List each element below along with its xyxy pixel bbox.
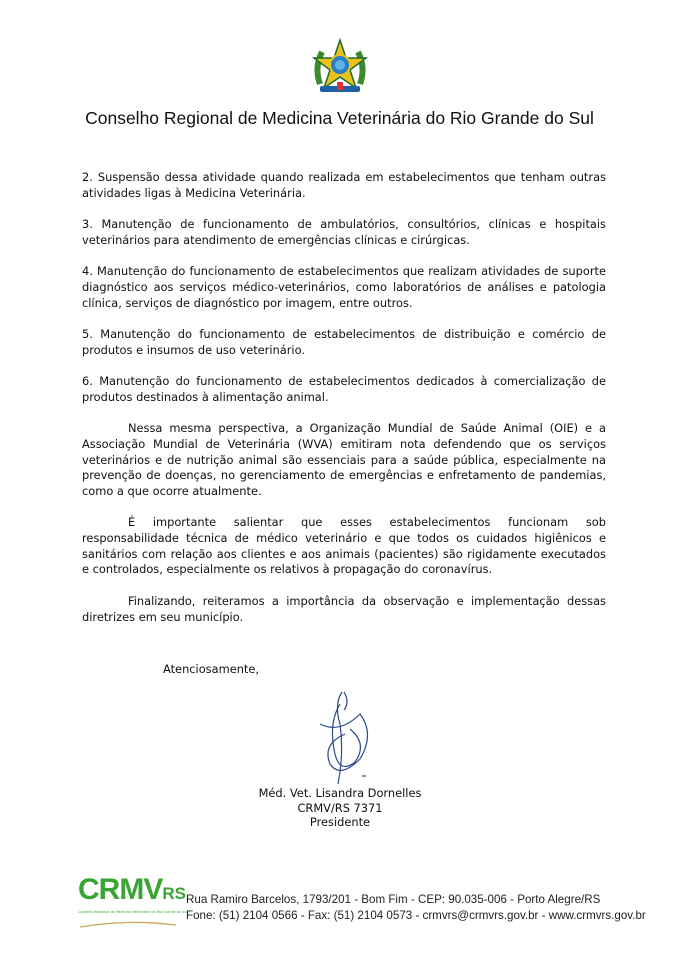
closing-salutation: Atenciosamente, [163, 662, 260, 676]
paragraph-responsibility: É importante salientar que esses estabelecimentos funcionam sob responsabilidade técnica de médico veterinário e que todos os cuidados higiênicos e sanitários com relação aos clientes e aos animais (pacientes) são rigidamente executados e controlados, especialmente os relativos à propagação do coronavírus. [82, 515, 606, 577]
footer-address: Rua Ramiro Barcelos, 1793/201 - Bom Fim - CEP: 90.035-006 - Porto Alegre/RS [186, 893, 601, 906]
logo-swoosh-icon [78, 921, 178, 929]
letter-body [82, 170, 606, 641]
logo-wordmark [78, 873, 186, 909]
signer-registration: CRMV/RS 7371 [297, 800, 383, 815]
signer-name: Méd. Vet. Lisandra Dornelles [258, 786, 422, 800]
signer-block [240, 786, 440, 830]
item-6: 6. Manutenção do funcionamento de estabelecimentos dedicados à comercialização de produtos destinados à alimentação animal. [82, 374, 606, 404]
brazil-coat-of-arms-icon [310, 38, 370, 96]
item-4: 4. Manutenção do funcionamento de estabelecimentos que realizam atividades de suporte diagnóstico aos serviços médico-veterinários, como laboratórios de análises e patologia clínica, serviços de diagnóstico por imagem, entre outros. [82, 264, 606, 310]
paragraph-oie-wva: Nessa mesma perspectiva, a Organização Mundial de Saúde Animal (OIE) e a Associação Mundial de Veterinária (WVA) emitiram nota defendendo que os serviços veterinários e de nutrição animal são essenciais para a saúde pública, especialmente na prevenção de doenças, no gerenciamento de emergências e enfretamento de pandemias, como a que ocorre atualmente. [82, 421, 606, 498]
organization-title: Conselho Regional de Medicina Veterinária do Rio Grande do Sul [85, 108, 594, 128]
item-2: 2. Suspensão dessa atividade quando realizada em estabelecimentos que tenham outras atividades ligas à Medicina Veterinária. [82, 170, 606, 200]
logo-suffix: RS [162, 884, 186, 903]
logo-main: CRMV [78, 873, 163, 906]
signer-role: Presidente [309, 815, 371, 829]
crmv-rs-logo [78, 873, 188, 921]
signature-icon [300, 684, 380, 794]
item-5: 5. Manutenção do funcionamento de estabelecimentos de distribuição e comércio de produtos e insumos de uso veterinário. [82, 326, 606, 357]
paragraph-closing: Finalizando, reiteramos a importância da observação e implementação dessas diretrizes em seu município. [82, 593, 606, 624]
footer-contact [186, 892, 646, 924]
logo-subtitle: Conselho Regional de Medicina Veterinária do Rio Grande do Sul [78, 910, 188, 914]
item-3: 3. Manutenção de funcionamento de ambulatórios, consultórios, clínicas e hospitais veterinários para atendimento de emergências clínicas e cirúrgicas. [82, 217, 606, 247]
footer-phone-email: Fone: (51) 2104 0566 - Fax: (51) 2104 0573 - crmvrs@crmvrs.gov.br - www.crmvrs.gov.br [186, 909, 646, 922]
